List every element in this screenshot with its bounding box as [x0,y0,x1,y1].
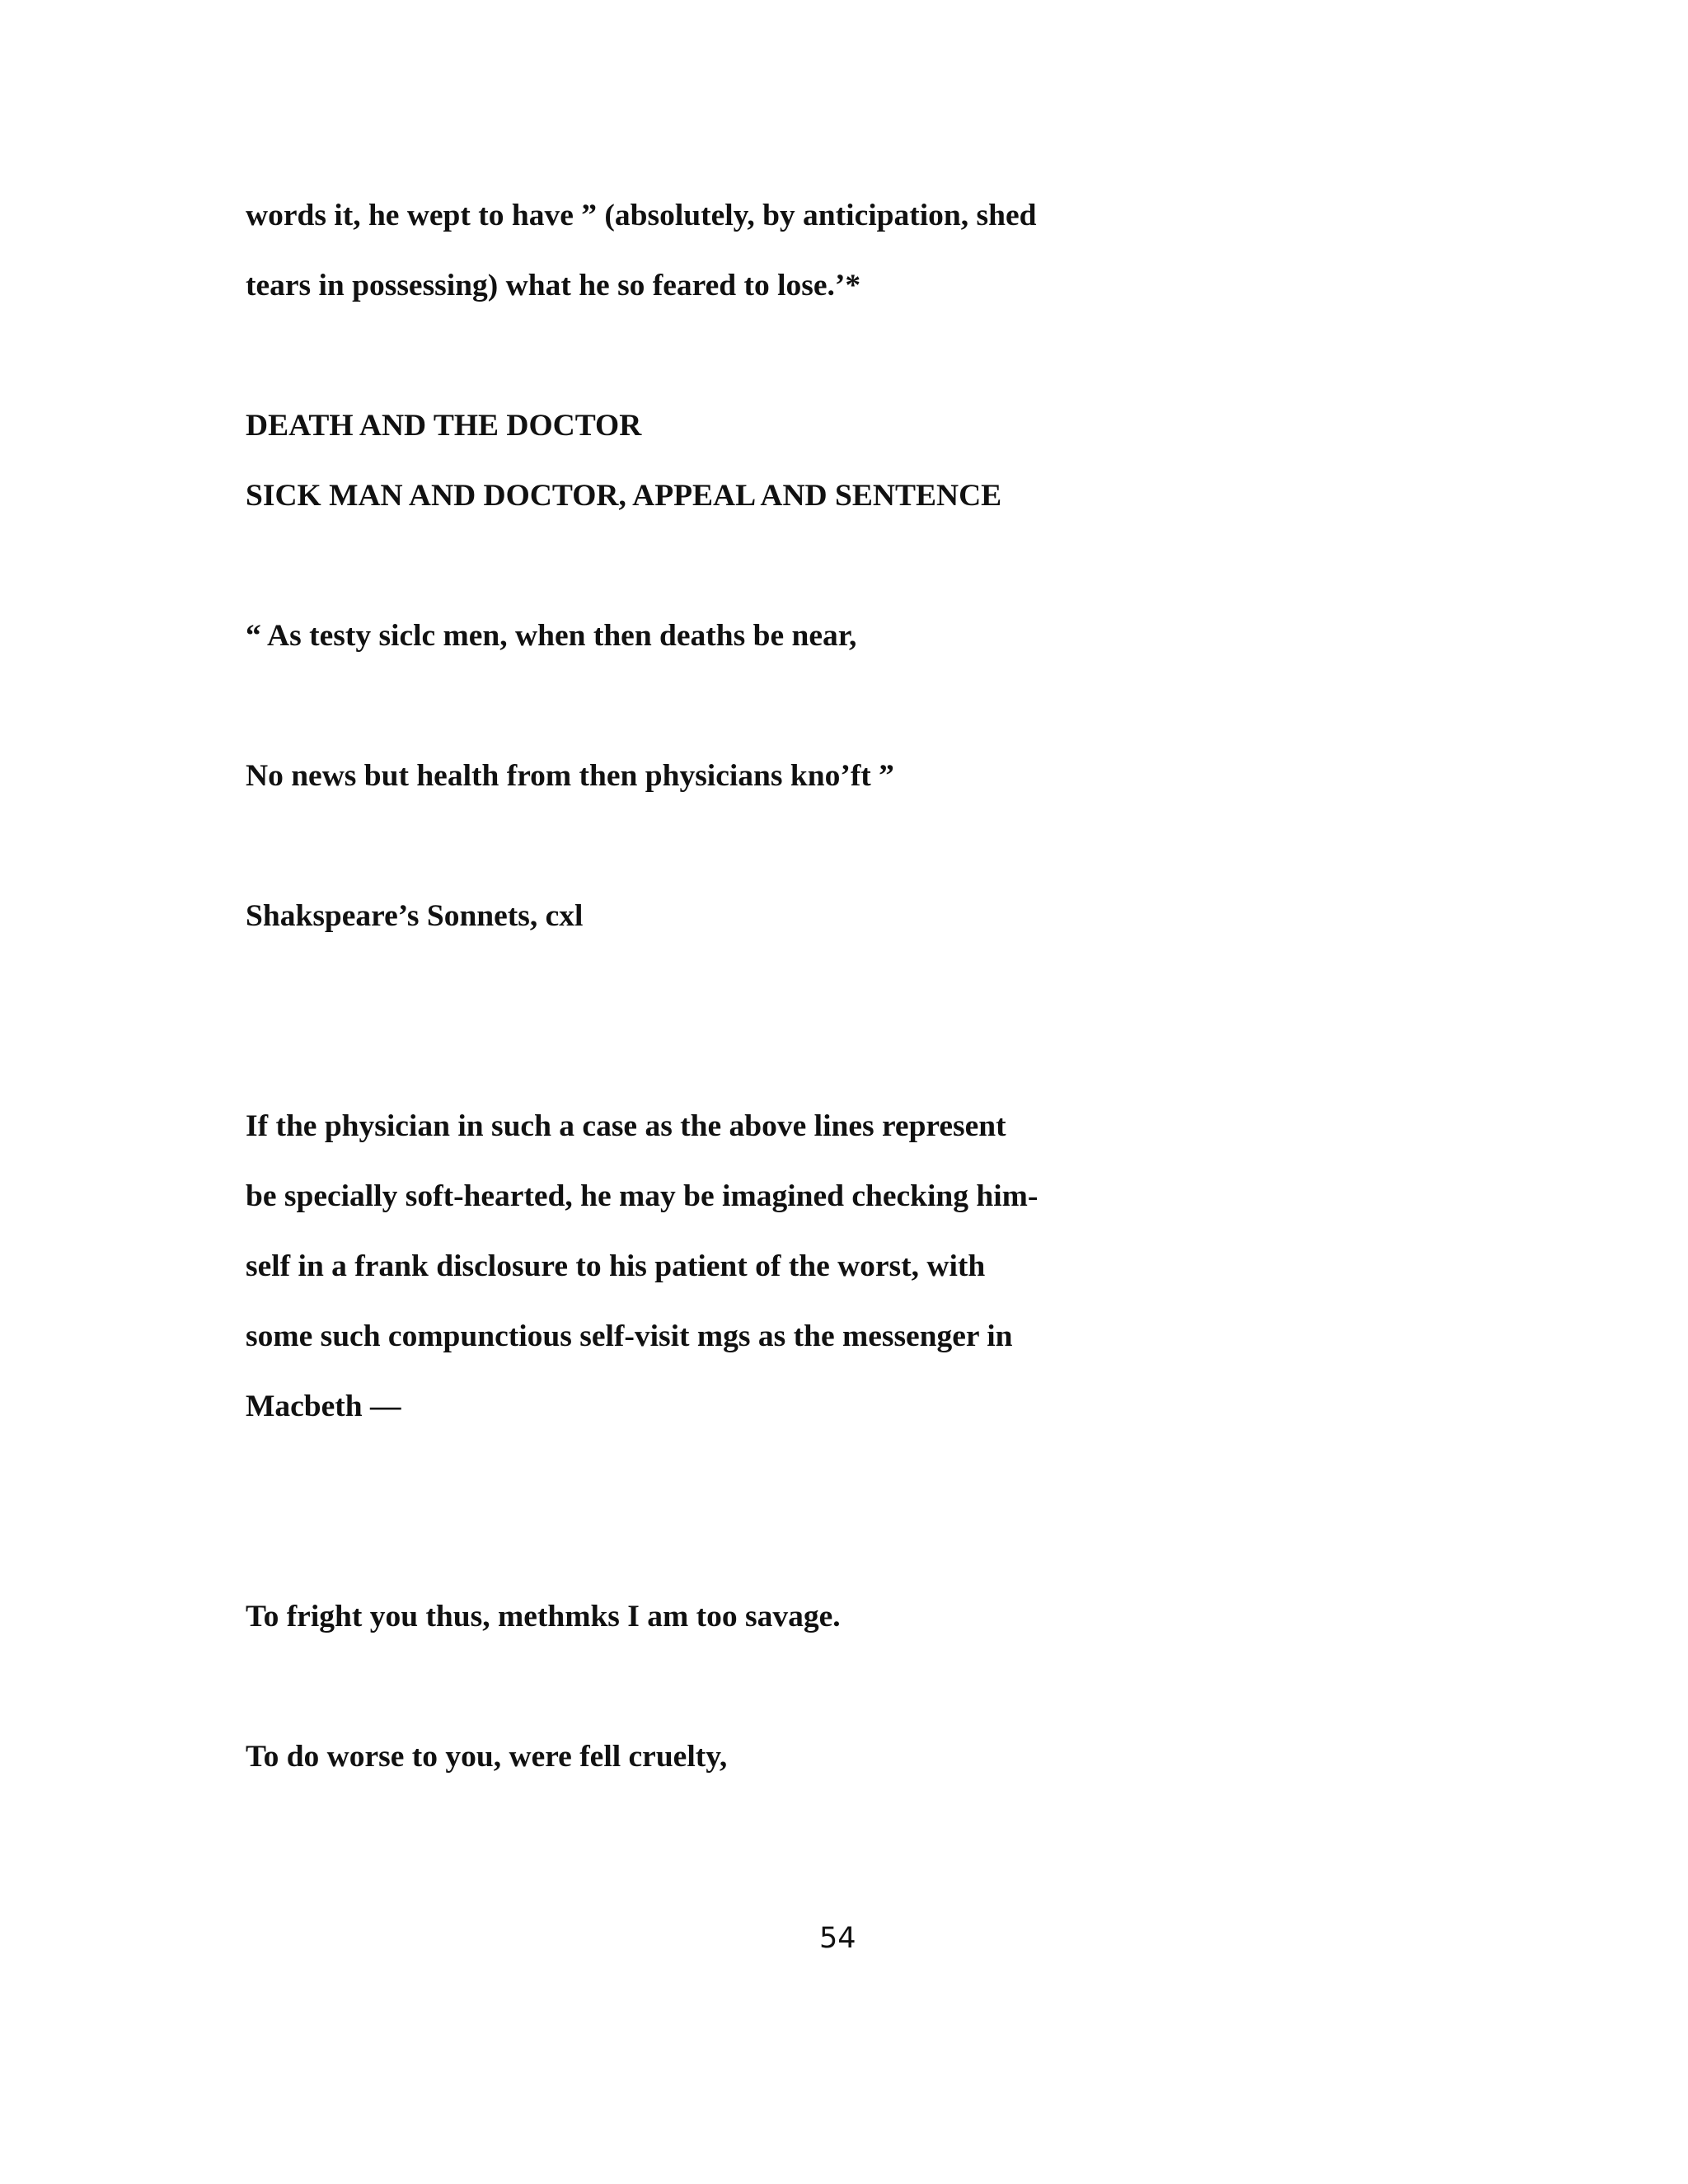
main-paragraph-line-4: some such compunctious self-visit mgs as the messenger in [246,1319,1013,1353]
quotation-line-1: To fright you thus, methmks I am too savage. [246,1600,841,1633]
section-subtitle: SICK MAN AND DOCTOR, APPEAL AND SENTENCE [246,479,1002,513]
main-paragraph-line-2: be specially soft-hearted, he may be imagined checking him- [246,1179,1039,1213]
main-paragraph-line-5: Macbeth — [246,1390,401,1423]
epigraph-attribution: Shakspeare’s Sonnets, cxl [246,899,584,933]
epigraph-line-1: “ As testy siclc men, when then deaths be near, [246,619,857,653]
page-number: 54 [819,1922,856,1955]
intro-paragraph-line-1: words it, he wept to have ” (absolutely, by anticipation, shed [246,199,1037,232]
quotation-line-2: To do worse to you, were fell cruelty, [246,1740,728,1774]
section-title: DEATH AND THE DOCTOR [246,409,642,443]
intro-paragraph-line-2: tears in possessing) what he so feared to lose.’* [246,269,861,302]
main-paragraph-line-3: self in a frank disclosure to his patient of the worst, with [246,1249,986,1283]
epigraph-line-2: No news but health from then physicians kno’ft ” [246,759,894,793]
main-paragraph-line-1: If the physician in such a case as the above lines represent [246,1109,1006,1143]
